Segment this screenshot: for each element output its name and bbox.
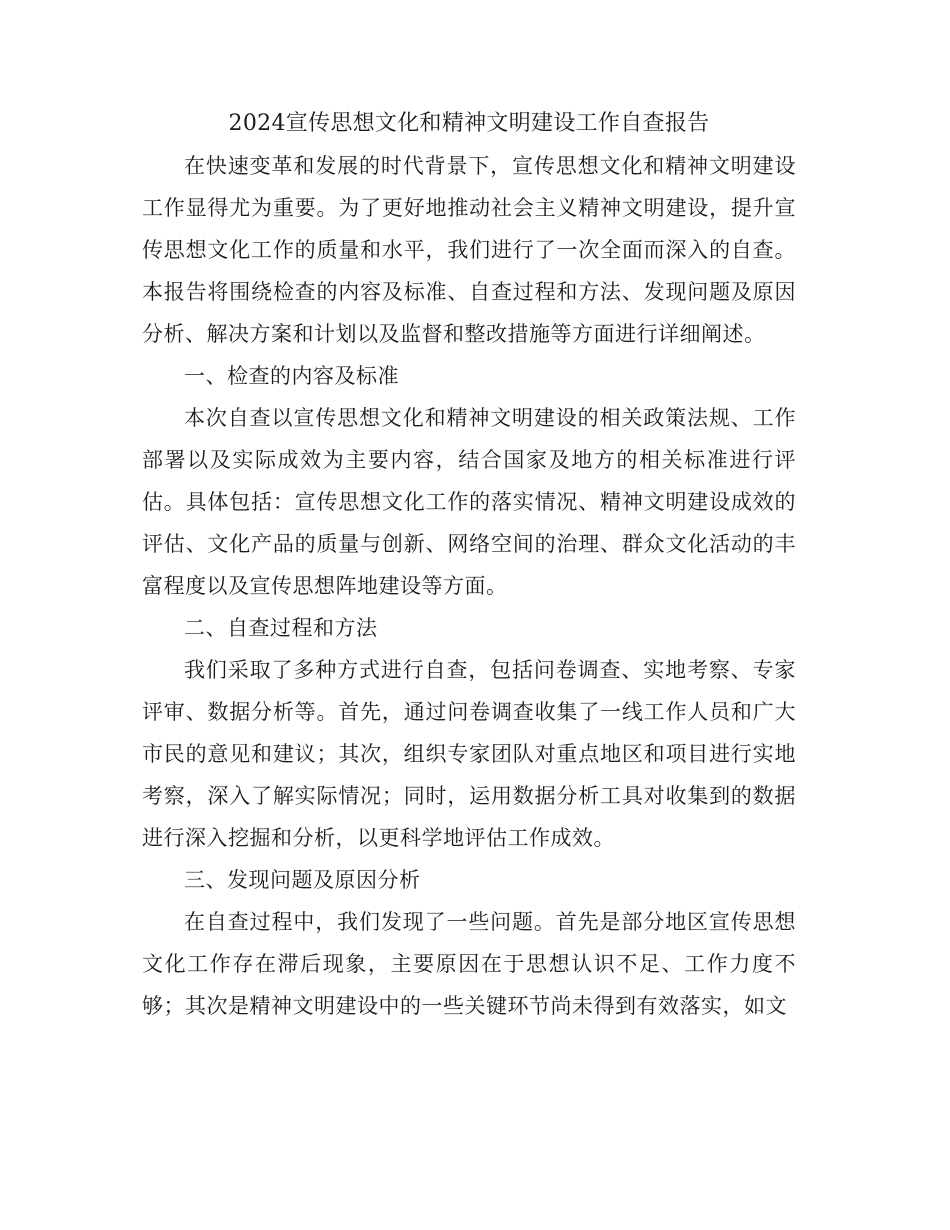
- document-body: [142, 103, 796, 1027]
- section-1-paragraph: 本次自查以宣传思想文化和精神文明建设的相关政策法规、工作部署以及实际成效为主要内容，结合国家及地方的相关标准进行评估。具体包括：宣传思想文化工作的落实情况、精神文明建设成效的评估、文化产品的质量与创新、网络空间的治理、群众文化活动的丰富程度以及宣传思想阵地建设等方面。: [142, 406, 796, 598]
- document-title: 2024宣传思想文化和精神文明建设工作自查报告: [228, 111, 710, 136]
- section-3-paragraph: 在自查过程中，我们发现了一些问题。首先是部分地区宣传思想文化工作存在滞后现象，主要原因在于思想认识不足、工作力度不够；其次是精神文明建设中的一些关键环节尚未得到有效落实，如文: [142, 910, 796, 1018]
- intro-paragraph: 在快速变革和发展的时代背景下，宣传思想文化和精神文明建设工作显得尤为重要。为了更好地推动社会主义精神文明建设，提升宣传思想文化工作的质量和水平，我们进行了一次全面而深入的自查。本报告将围绕检查的内容及标准、自查过程和方法、发现问题及原因分析、解决方案和计划以及监督和整改措施等方面进行详细阐述。: [142, 154, 796, 346]
- section-heading-2: 二、自查过程和方法: [184, 616, 378, 640]
- section-heading-3: 三、发现问题及原因分析: [184, 868, 421, 892]
- section-2-paragraph: 我们采取了多种方式进行自查，包括问卷调查、实地考察、专家评审、数据分析等。首先，通过问卷调查收集了一线工作人员和广大市民的意见和建议；其次，组织专家团队对重点地区和项目进行实地考察，深入了解实际情况；同时，运用数据分析工具对收集到的数据进行深入挖掘和分析，以更科学地评估工作成效。: [142, 658, 796, 850]
- section-heading-1: 一、检查的内容及标准: [184, 364, 399, 388]
